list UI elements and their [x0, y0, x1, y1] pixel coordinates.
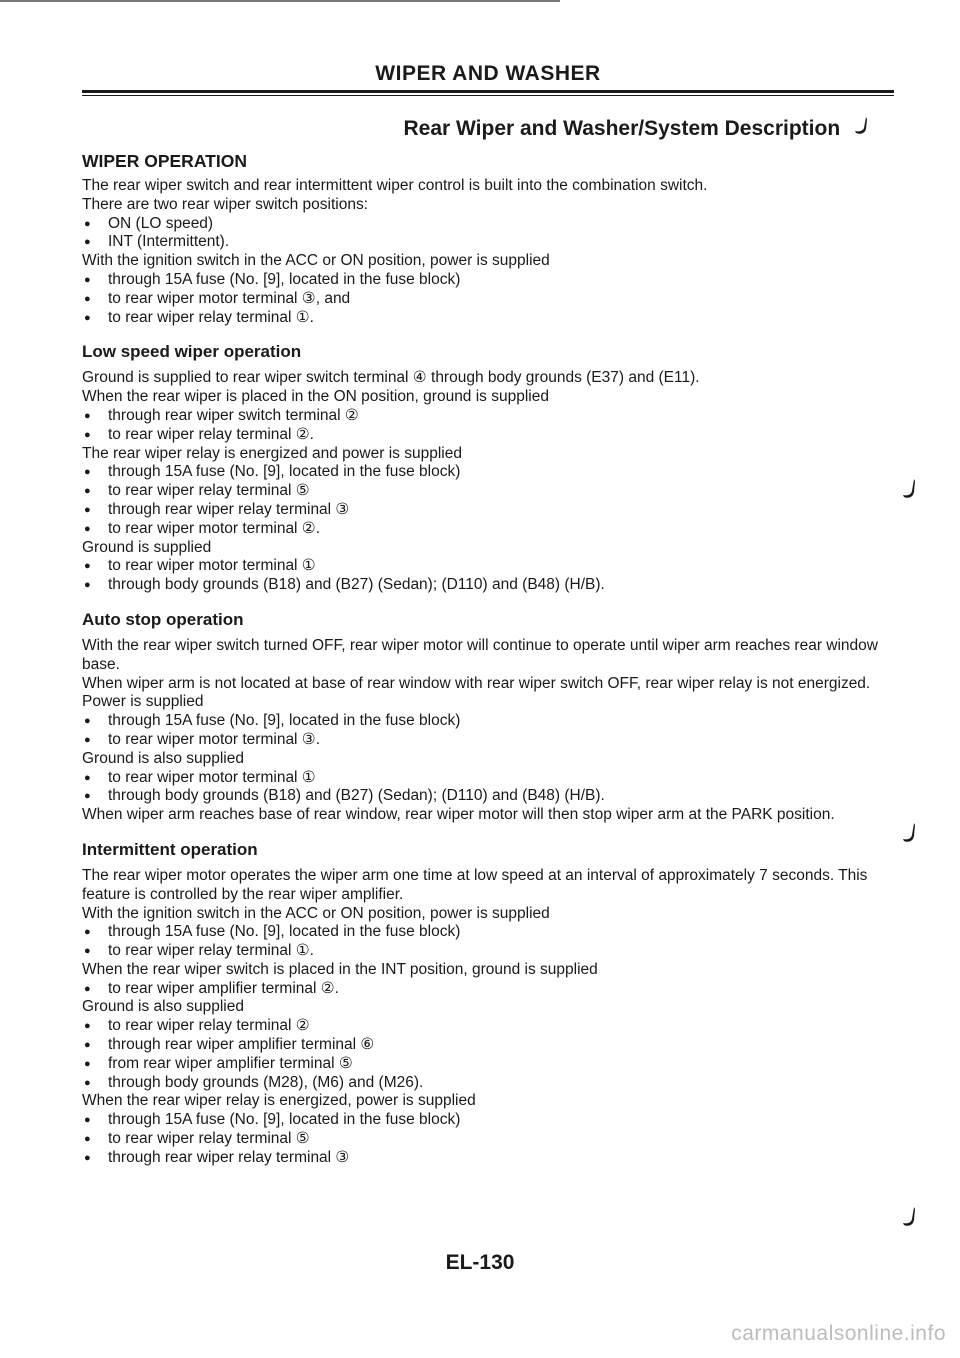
- page-number: EL-130: [445, 1251, 515, 1274]
- section-heading: Auto stop operation: [82, 609, 244, 629]
- bullet-item: ● through body grounds (B18) and (B27) (Sedan); (D110) and (B48) (H/B).: [82, 787, 900, 806]
- bullet-item: ● through 15A fuse (No. [9], located in the fuse block): [82, 1111, 900, 1130]
- bullet-item: ● through 15A fuse (No. [9], located in the fuse block): [82, 271, 900, 290]
- header-rule-thin: [82, 95, 894, 96]
- paragraph-line: There are two rear wiper switch positions:: [82, 195, 369, 213]
- bullet-item: ● to rear wiper motor terminal ①: [82, 557, 900, 576]
- bullet-item: ● through rear wiper relay terminal ③: [82, 501, 900, 520]
- bullet-item: ● to rear wiper motor terminal ③.: [82, 731, 900, 750]
- paragraph-line: Ground is also supplied: [82, 749, 244, 767]
- binder-mark-icon: [902, 478, 920, 502]
- paragraph-line: With the rear wiper switch turned OFF, rear wiper motor will continue to operate until wiper arm reaches rear window base.: [82, 636, 878, 673]
- bullet-item: ● to rear wiper motor terminal ③, and: [82, 290, 900, 309]
- bullet-item: ● to rear wiper relay terminal ⑤: [82, 482, 900, 501]
- section-1: [82, 150, 900, 327]
- binder-mark-icon: [854, 116, 872, 138]
- bullet-item: ● to rear wiper relay terminal ②: [82, 1017, 900, 1036]
- top-border-line: [0, 0, 560, 2]
- paragraph-line: When the rear wiper switch is placed in the INT position, ground is supplied: [82, 960, 598, 978]
- binder-mark-icon: [902, 822, 920, 846]
- bullet-item: ● through rear wiper switch terminal ②: [82, 407, 900, 426]
- paragraph-line: The rear wiper relay is energized and power is supplied: [82, 444, 462, 462]
- bullet-item: ● through rear wiper amplifier terminal ⑥: [82, 1036, 900, 1055]
- paragraph-line: The rear wiper switch and rear intermittent wiper control is built into the combination switch.: [82, 177, 708, 194]
- watermark: carmanualsonline.info: [731, 1322, 946, 1345]
- section-title-text: Rear Wiper and Washer/System Description: [403, 117, 841, 140]
- bullet-item: ● through rear wiper relay terminal ③: [82, 1149, 900, 1168]
- paragraph-line: The rear wiper motor operates the wiper arm one time at low speed at an interval of approximately 7 seconds. This feature is controlled by the rear wiper amplifier.: [82, 866, 868, 903]
- paragraph-line: Ground is also supplied: [82, 998, 244, 1016]
- bullet-item: ● through 15A fuse (No. [9], located in the fuse block): [82, 923, 900, 942]
- bullet-item: ● to rear wiper relay terminal ⑤: [82, 1130, 900, 1149]
- paragraph-line: When the rear wiper relay is energized, power is supplied: [82, 1092, 476, 1110]
- paragraph-line: When wiper arm is not located at base of rear window with rear wiper switch OFF, rear wiper relay is not energized.: [82, 674, 871, 692]
- bullet-item: ● through 15A fuse (No. [9], located in the fuse block): [82, 463, 900, 482]
- bullet-item: ● to rear wiper motor terminal ①: [82, 769, 900, 788]
- section-4: [82, 839, 900, 1168]
- paragraph-line: Ground is supplied: [82, 538, 212, 556]
- bullet-item: ● through 15A fuse (No. [9], located in the fuse block): [82, 712, 900, 731]
- page-header: WIPER AND WASHER: [375, 62, 601, 85]
- paragraph-line: With the ignition switch in the ACC or ON position, power is supplied: [82, 252, 550, 270]
- section-title: [403, 116, 872, 141]
- document-body: [82, 150, 900, 1182]
- bullet-item: ● from rear wiper amplifier terminal ⑤: [82, 1055, 900, 1074]
- bullet-item: ● to rear wiper relay terminal ①.: [82, 309, 900, 328]
- section-3: [82, 609, 900, 825]
- bullet-item: ● ON (LO speed): [82, 215, 900, 234]
- paragraph-line: When the rear wiper is placed in the ON position, ground is supplied: [82, 388, 549, 406]
- paragraph-line: Power is supplied: [82, 693, 204, 711]
- paragraph-line: When wiper arm reaches base of rear window, rear wiper motor will then stop wiper arm at the PARK position.: [82, 806, 835, 824]
- bullet-item: ● to rear wiper relay terminal ①.: [82, 942, 900, 961]
- section-2: [82, 341, 900, 595]
- bullet-item: ● INT (Intermittent).: [82, 233, 900, 252]
- paragraph-line: Ground is supplied to rear wiper switch terminal ④ through body grounds (E37) and (E11).: [82, 369, 700, 387]
- header-rule: [82, 90, 894, 93]
- binder-mark-icon: [902, 1206, 920, 1230]
- bullet-item: ● to rear wiper relay terminal ②.: [82, 426, 900, 445]
- section-heading: Low speed wiper operation: [82, 342, 302, 362]
- bullet-item: ● through body grounds (B18) and (B27) (Sedan); (D110) and (B48) (H/B).: [82, 576, 900, 595]
- paragraph-line: With the ignition switch in the ACC or ON position, power is supplied: [82, 904, 550, 922]
- section-heading: WIPER OPERATION: [82, 151, 247, 171]
- section-heading: Intermittent operation: [82, 839, 258, 859]
- bullet-item: ● through body grounds (M28), (M6) and (M26).: [82, 1074, 900, 1093]
- bullet-item: ● to rear wiper motor terminal ②.: [82, 520, 900, 539]
- bullet-item: ● to rear wiper amplifier terminal ②.: [82, 980, 900, 999]
